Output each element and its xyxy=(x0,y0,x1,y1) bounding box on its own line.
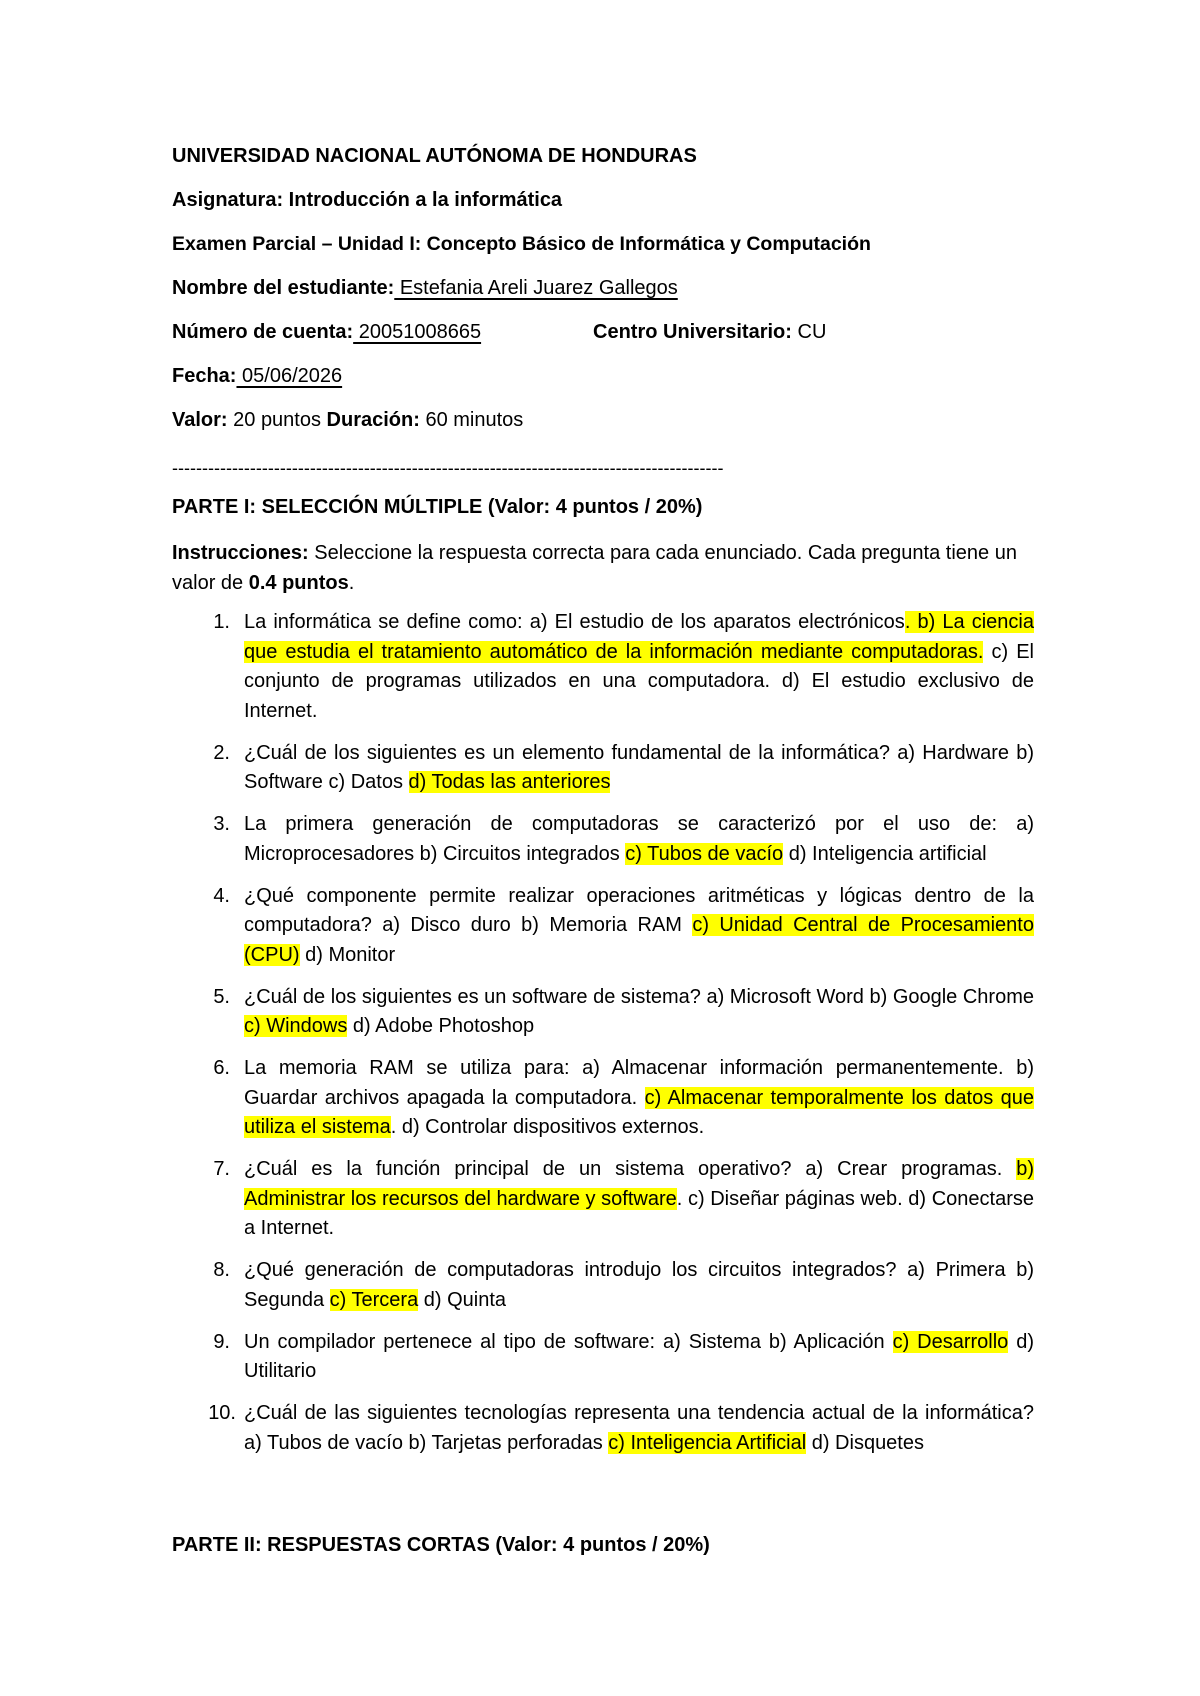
question-rest: . d) Controlar dispositivos externos. xyxy=(390,1116,705,1138)
question-number: 3. xyxy=(213,813,230,835)
account-number-value: 20051008665 xyxy=(353,321,482,343)
question-rest: d) Disquetes xyxy=(806,1431,924,1454)
duration-text: 60 minutos xyxy=(419,409,524,431)
question-number: 8. xyxy=(213,1259,230,1281)
question-text: La memoria RAM se utiliza para: a) Almacenar información permanentemente. b) Guardar archivos apagada la computadora. xyxy=(244,1057,1034,1109)
answer-highlight: c) Tercera xyxy=(329,1288,419,1311)
answer-highlight: c) Inteligencia Artificial xyxy=(608,1431,807,1454)
question-number: 9. xyxy=(213,1330,230,1353)
list-item xyxy=(172,1328,1034,1387)
student-name-label: Nombre del estudiante: xyxy=(172,277,395,299)
list-item xyxy=(172,1256,1034,1315)
account-number-label: Número de cuenta: xyxy=(172,321,354,343)
question-text: ¿Cuál de los siguientes es un software de sistema? a) Microsoft Word b) Google Chrome xyxy=(244,985,1034,1008)
question-rest: c) El conjunto de programas utilizados en una computadora. d) El estudio exclusivo de Internet. xyxy=(244,640,1034,722)
question-rest: d) Adobe Photoshop xyxy=(347,1015,535,1037)
question-rest: . c) Diseñar páginas web. d) Conectarse a Internet. xyxy=(244,1187,1034,1239)
question-text: ¿Qué generación de computadoras introdujo los circuitos integrados? a) Primera b) Segunda xyxy=(244,1259,1034,1311)
answer-highlight: c) Tubos de vacío xyxy=(625,842,784,865)
question-text: La primera generación de computadoras se caracterizó por el uso de: a) Microprocesadores b) Circuitos integrados xyxy=(244,813,1034,865)
date-label: Fecha: xyxy=(172,365,237,387)
value-duration-line xyxy=(172,407,523,433)
question-text: ¿Qué componente permite realizar operaciones aritméticas y lógicas dentro de la computadora? a) Disco duro b) Memoria RAM xyxy=(244,884,1034,936)
question-number: 2. xyxy=(213,741,230,764)
answer-highlight: c) Windows xyxy=(244,1015,348,1037)
student-name-line xyxy=(172,275,678,301)
question-text: ¿Cuál de las siguientes tecnologías representa una tendencia actual de la informática? a) Tubos de vacío b) Tarjetas perforadas xyxy=(244,1402,1034,1454)
question-text: Un compilador pertenece al tipo de software: a) Sistema b) Aplicación xyxy=(244,1330,893,1353)
list-item xyxy=(172,810,1034,869)
answer-highlight: b) Administrar los recursos del hardware y software xyxy=(244,1158,1034,1210)
student-name-value: Estefania Areli Juarez Gallegos xyxy=(394,277,678,299)
university-center-value: CU xyxy=(791,321,827,343)
question-text: La informática se define como: a) El estudio de los aparatos electrónicos xyxy=(244,611,905,633)
date-value: 05/06/2026 xyxy=(236,365,343,387)
part1-title: PARTE I: SELECCIÓN MÚLTIPLE (Valor: 4 puntos / 20%) xyxy=(172,496,703,518)
question-number: 1. xyxy=(213,611,230,633)
answer-highlight: . b) La ciencia que estudia el tratamiento automático de la información mediante computadoras. xyxy=(244,611,1034,663)
list-item xyxy=(172,1155,1034,1244)
subject-line: Asignatura: Introducción a la informática xyxy=(172,189,563,211)
question-rest: d) Quinta xyxy=(418,1288,507,1311)
answer-highlight: c) Desarrollo xyxy=(892,1330,1009,1353)
question-number: 6. xyxy=(213,1057,230,1079)
part1-instructions xyxy=(172,538,1032,598)
date-line xyxy=(172,363,342,389)
section-divider: -------------------------------------------------------------------------------------------- xyxy=(172,458,724,478)
question-number: 5. xyxy=(213,985,230,1008)
university-center-line xyxy=(593,319,826,345)
question-rest: d) Inteligencia artificial xyxy=(783,842,987,865)
question-text: ¿Cuál de los siguientes es un elemento fundamental de la informática? a) Hardware b) Software c) Datos xyxy=(244,741,1034,793)
duration-label: Duración: xyxy=(326,409,420,431)
question-list xyxy=(172,608,1034,1471)
list-item xyxy=(172,983,1034,1042)
answer-highlight: c) Unidad Central de Procesamiento (CPU) xyxy=(244,914,1034,966)
answer-highlight: d) Todas las anteriores xyxy=(408,771,611,793)
part2-title: PARTE II: RESPUESTAS CORTAS (Valor: 4 puntos / 20%) xyxy=(172,1534,710,1556)
list-item xyxy=(172,1054,1034,1143)
question-text: ¿Cuál es la función principal de un sistema operativo? a) Crear programas. xyxy=(244,1158,1017,1180)
question-number: 10. xyxy=(208,1402,236,1424)
instructions-end: . xyxy=(348,572,355,594)
university-title: UNIVERSIDAD NACIONAL AUTÓNOMA DE HONDURAS xyxy=(172,145,697,167)
value-label: Valor: xyxy=(172,409,228,431)
instructions-points: 0.4 puntos xyxy=(248,572,349,594)
value-text: 20 puntos xyxy=(227,409,327,431)
list-item xyxy=(172,739,1034,798)
university-center-label: Centro Universitario: xyxy=(593,321,792,343)
question-rest: d) Monitor xyxy=(299,943,396,966)
answer-highlight: c) Almacenar temporalmente los datos que utiliza el sistema xyxy=(244,1086,1034,1138)
list-item xyxy=(172,882,1034,971)
exam-title: Examen Parcial – Unidad I: Concepto Básico de Informática y Computación xyxy=(172,233,871,255)
account-number-line xyxy=(172,319,481,345)
instructions-text: Seleccione la respuesta correcta para cada enunciado. Cada pregunta tiene un valor de xyxy=(172,542,1017,594)
question-rest: d) Utilitario xyxy=(244,1330,1035,1382)
list-item xyxy=(172,1399,1034,1458)
question-number: 7. xyxy=(213,1158,230,1180)
instructions-label: Instrucciones: xyxy=(172,542,309,564)
list-item xyxy=(172,608,1034,726)
question-number: 4. xyxy=(213,884,230,907)
